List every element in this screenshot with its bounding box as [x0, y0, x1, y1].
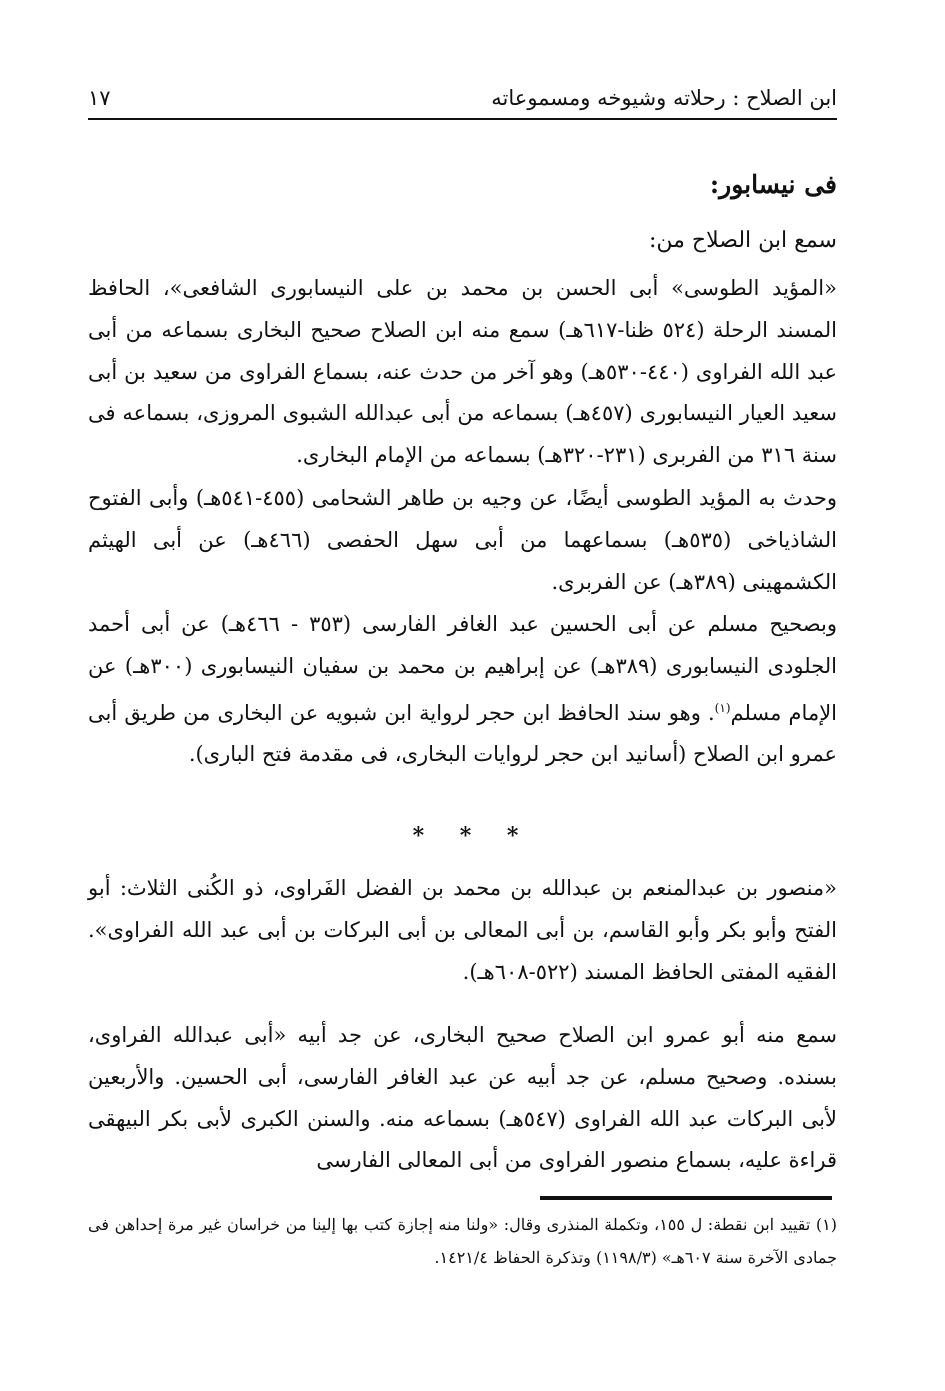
page-number: ١٧	[88, 86, 111, 110]
paragraph-sama: سمع منه أبو عمرو ابن الصلاح صحيح البخارى، عن جد أبيه «أبى عبدالله الفراوى، بسنده. وصحيح مسلم، عن جد أبيه عن عبد الغافر الفارسى، أبى الحسين. والأربعين لأبى البركات عبد الله الفراوى (٥٤٧هـ) بسماعه منه. والسنن الكبرى لأبى بكر البيهقى قراءة عليه، بسماع منصور الفراوى من أبى المعالى الفارسى	[88, 1023, 837, 1173]
running-header	[88, 78, 837, 118]
header-rule	[88, 118, 837, 120]
intro-line: سمع ابن الصلاح من:	[649, 228, 837, 253]
running-title: ابن الصلاح : رحلاته وشيوخه ومسموعاته	[491, 86, 837, 110]
footnote: (١) تقييد ابن نقطة: ل ١٥٥، وتكملة المنذرى وقال: «ولنا منه إجازة كتب بها إلينا من خراسان غير مرة إحداهن فى جمادى الآخرة سنة ٦٠٧هـ» (١١٩٨/٣) وتذكرة الحفاظ ١٤٢١/٤.	[88, 1215, 837, 1267]
paragraph-muayyad: «المؤيد الطوسى» أبى الحسن بن محمد بن على النيسابورى الشافعى»، الحافظ المسند الرحلة (٥٢٤ ظنا-٦١٧هـ) سمع منه ابن الصلاح صحيح البخارى بسماعه من أبى عبد الله الفراوى (٤٤٠-٥٣٠هـ) وهو آخر من حدث عنه، بسماع الفراوى من سعيد بن أبى سعيد العيار النيسابورى (٤٥٧هـ) بسماعه من أبى عبدالله الشبوى المروزى، بسماعه فى سنة ٣١٦ من الفربرى (٢٣١-٣٢٠هـ) بسماعه من الإمام البخارى.	[88, 276, 838, 468]
paragraph-mansur: «منصور بن عبدالمنعم بن عبدالله بن محمد بن الفضل الفَراوى، ذو الكُنى الثلاث: أبو الفتح وأبو بكر وأبو القاسم، بن أبى المعالى بن أبى البركات بن أبى عبد الله الفراوى». الفقيه المفتى الحافظ المسند (٥٢٢-٦٠٨هـ).	[88, 876, 837, 984]
footnote-ref: (١)	[714, 700, 731, 715]
paragraph-text-rest: . وهو سند الحافظ ابن حجر لرواية ابن شبويه عن البخارى من طريق أبى عمرو ابن الصلاح (أسانيد ابن حجر لروايات البخارى، فى مقدمة فتح البارى).	[88, 700, 837, 767]
footnote-rule	[540, 1196, 832, 1200]
section-heading: فى نيسابور:	[709, 170, 837, 199]
paragraph-hadith-chain: وحدث به المؤيد الطوسى أيضًا، عن وجيه بن طاهر الشحامى (٤٥٥-٥٤١هـ) وأبى الفتوح الشاذياخى (٥٣٥هـ) بسماعهما من أبى سهل الحفصى (٤٦٦هـ) عن أبى الهيثم الكشمهينى (٣٨٩هـ) عن الفربرى.	[88, 486, 837, 594]
paragraph-sahih-muslim	[88, 604, 837, 776]
paragraph-text: وبصحيح مسلم عن أبى الحسين عبد الغافر الفارسى (٣٥٣ - ٤٦٦هـ) عن أبى أحمد الجلودى النيسابورى (٣٨٩هـ) عن إبراهيم بن محمد بن سفيان النيسابورى (٣٠٠هـ) عن الإمام مسلم	[88, 612, 838, 725]
section-separator: * * *	[412, 823, 533, 849]
